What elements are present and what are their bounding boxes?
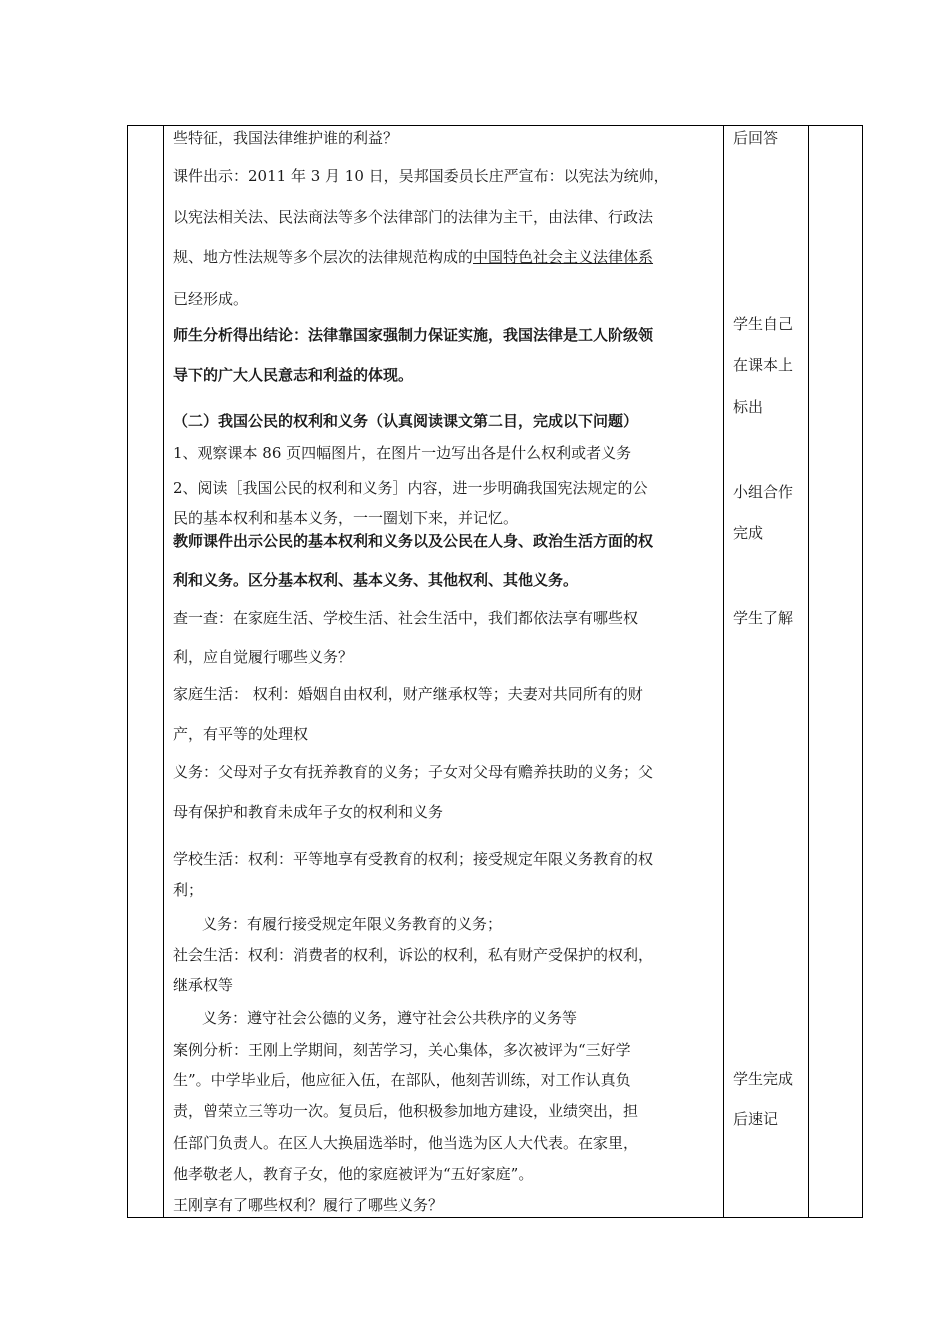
content-line: 家庭生活： 权利：婚姻自由权利，财产继承权等；夫妻对共同所有的财 bbox=[173, 685, 643, 703]
content-line: 任部门负责人。在区人大换届选举时，他当选为区人大代表。在家里， bbox=[173, 1134, 639, 1152]
content-line: 课件出示：2011 年 3 月 10 日，吴邦国委员长庄严宣布：以宪法为统帅， bbox=[173, 167, 669, 185]
content-line-text: 规、地方性法规等多个层次的法律规范构成的 bbox=[173, 248, 474, 266]
legal-system-term: 中国特色社会主义法律体系 bbox=[473, 248, 654, 266]
content-line: 已经形成。 bbox=[173, 290, 249, 308]
conclusion-line: 师生分析得出结论：法律靠国家强制力保证实施，我国法律是工人阶级领 bbox=[173, 326, 654, 344]
content-line: 案例分析：王刚上学期间，刻苦学习，关心集体，多次被评为“三好学 bbox=[173, 1041, 631, 1059]
content-line bbox=[173, 248, 653, 266]
table-column-divider-3 bbox=[808, 125, 809, 1218]
section-heading: （二）我国公民的权利和义务（认真阅读课文第二目，完成以下问题） bbox=[173, 412, 639, 430]
content-line: 义务：父母对子女有抚养教育的义务；子女对父母有赡养扶助的义务；父 bbox=[173, 763, 654, 781]
conclusion-line: 导下的广大人民意志和利益的体现。 bbox=[173, 366, 414, 384]
side-note: 后回答 bbox=[733, 129, 779, 147]
content-line: 查一查：在家庭生活、学校生活、社会生活中，我们都依法享有哪些权 bbox=[173, 609, 639, 627]
content-line: 义务：有履行接受规定年限义务教育的义务； bbox=[202, 915, 503, 933]
content-line: 利，应自觉履行哪些义务？ bbox=[173, 648, 354, 666]
teacher-note-line: 教师课件出示公民的基本权利和义务以及公民在人身、政治生活方面的权 bbox=[173, 532, 654, 550]
side-note: 完成 bbox=[733, 524, 764, 542]
side-note: 学生自己 bbox=[733, 315, 794, 333]
content-line: 王刚享有了哪些权利？履行了哪些义务？ bbox=[173, 1196, 444, 1214]
side-note: 小组合作 bbox=[733, 483, 794, 501]
content-line: 他孝敬老人，教育子女，他的家庭被评为“五好家庭”。 bbox=[173, 1165, 534, 1183]
table-border-right bbox=[862, 125, 863, 1218]
content-line: 学校生活：权利：平等地享有受教育的权利；接受规定年限义务教育的权 bbox=[173, 850, 654, 868]
content-line: 些特征，我国法律维护谁的利益？ bbox=[173, 129, 399, 147]
table-border-left bbox=[127, 125, 128, 1218]
teacher-note-line: 利和义务。区分基本权利、基本义务、其他权利、其他义务。 bbox=[173, 571, 579, 589]
content-line: 利； bbox=[173, 881, 204, 899]
content-line: 产，有平等的处理权 bbox=[173, 725, 309, 743]
table-top-border bbox=[127, 125, 862, 126]
content-line: 责，曾荣立三等功一次。复员后，他积极参加地方建设，业绩突出，担 bbox=[173, 1102, 639, 1120]
content-line: 2、阅读［我国公民的权利和义务］内容，进一步明确我国宪法规定的公 bbox=[173, 479, 648, 497]
side-note: 学生完成 bbox=[733, 1070, 794, 1088]
table-bottom-border bbox=[127, 1217, 862, 1218]
content-line: 生”。中学毕业后，他应征入伍，在部队，他刻苦训练，对工作认真负 bbox=[173, 1071, 631, 1089]
content-line: 以宪法相关法、民法商法等多个法律部门的法律为主干，由法律、行政法 bbox=[173, 208, 654, 226]
content-line: 义务：遵守社会公德的义务，遵守社会公共秩序的义务等 bbox=[202, 1009, 578, 1027]
content-line: 母有保护和教育未成年子女的权利和义务 bbox=[173, 803, 444, 821]
content-line: 继承权等 bbox=[173, 976, 234, 994]
content-line: 社会生活：权利：消费者的权利，诉讼的权利，私有财产受保护的权利， bbox=[173, 946, 654, 964]
side-note: 学生了解 bbox=[733, 609, 794, 627]
side-note: 在课本上 bbox=[733, 356, 794, 374]
side-note: 标出 bbox=[733, 398, 764, 416]
table-column-divider-2 bbox=[723, 125, 724, 1218]
side-note: 后速记 bbox=[733, 1110, 779, 1128]
content-line: 民的基本权利和基本义务，一一圈划下来，并记忆。 bbox=[173, 509, 519, 527]
content-line: 1、观察课本 86 页四幅图片，在图片一边写出各是什么权利或者义务 bbox=[173, 444, 632, 462]
table-column-divider-1 bbox=[163, 125, 164, 1218]
